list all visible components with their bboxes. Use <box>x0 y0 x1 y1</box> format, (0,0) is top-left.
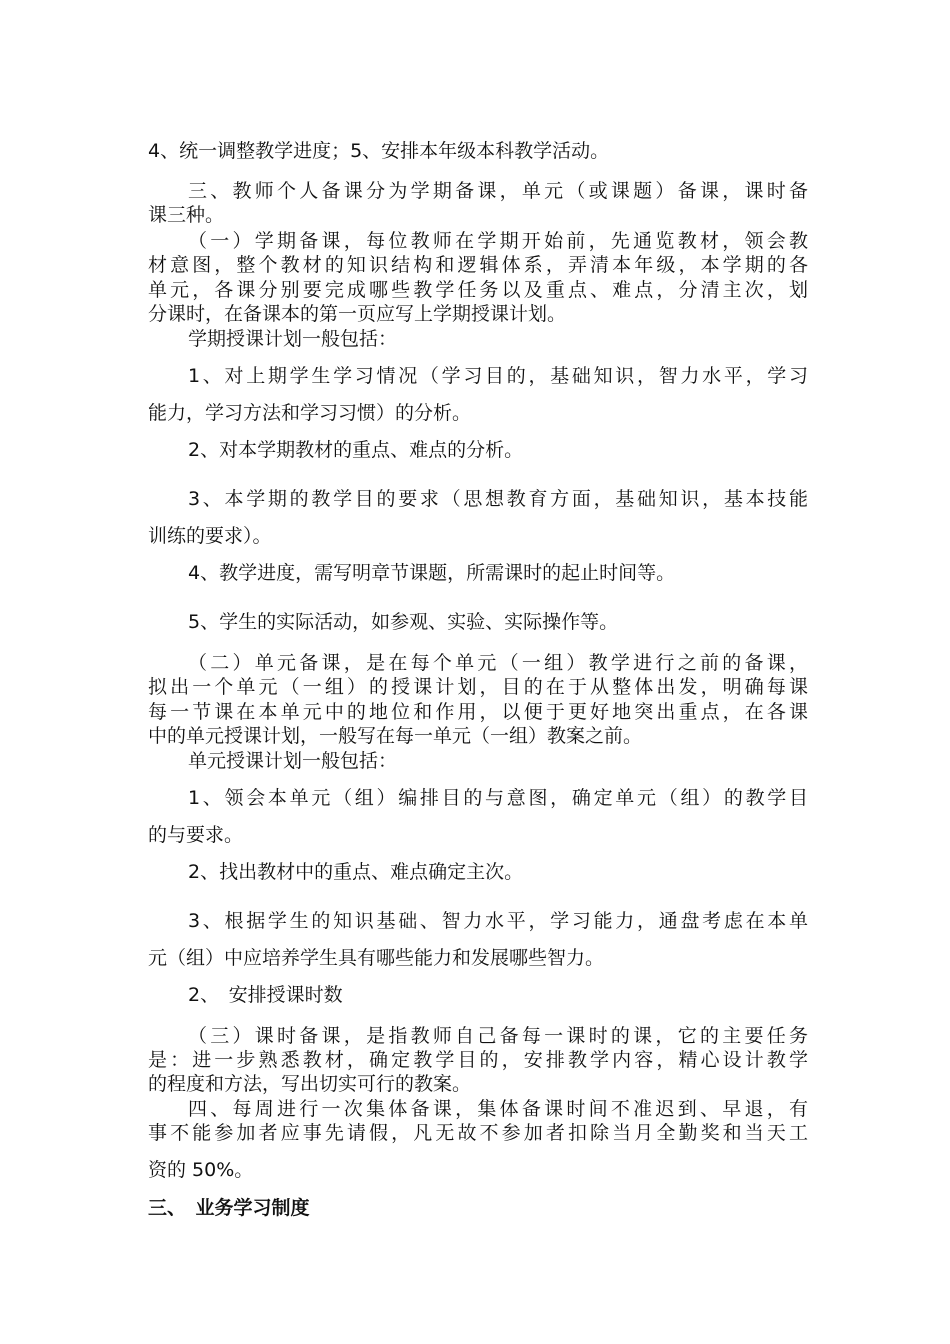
text-line: 的与要求。 <box>148 824 244 846</box>
text-line: 的程度和方法，写出切实可行的教案。 <box>148 1073 472 1095</box>
text-line: 单元授课计划一般包括： <box>188 750 398 772</box>
text-line: 学期授课计划一般包括： <box>188 328 398 350</box>
text-line: 训练的要求）。 <box>148 525 272 547</box>
text-line: 能力，学习方法和学习习惯）的分析。 <box>148 402 472 424</box>
text-line: 四、每周进行一次集体备课，集体备课时间不准迟到、早退，有 <box>188 1098 808 1120</box>
text-line: 分课时，在备课本的第一页应写上学期授课计划。 <box>148 303 567 325</box>
text-line: 中的单元授课计划，一般写在每一单元（一组）教案之前。 <box>148 725 643 747</box>
text-line: 2、 安排授课时数 <box>188 984 343 1006</box>
text-line: （三）课时备课，是指教师自己备每一课时的课，它的主要任务 <box>188 1025 808 1047</box>
text-line: 三、教师个人备课分为学期备课，单元（或课题）备课，课时备 <box>188 180 808 202</box>
text-line: 1、对上期学生学习情况（学习目的，基础知识，智力水平，学习 <box>188 365 808 387</box>
text-line: 课三种。 <box>148 204 225 226</box>
text-line: 材意图，整个教材的知识结构和逻辑体系，弄清本年级，本学期的各 <box>148 254 808 276</box>
text-line: 3、根据学生的知识基础、智力水平，学习能力，通盘考虑在本单 <box>188 910 808 932</box>
section-heading: 三、 业务学习制度 <box>148 1197 310 1219</box>
text-line: 4、统一调整教学进度；5、安排本年级本科教学活动。 <box>148 140 610 162</box>
text-line: （一）学期备课，每位教师在学期开始前，先通览教材，领会教 <box>188 230 808 252</box>
text-line: 3、本学期的教学目的要求（思想教育方面，基础知识，基本技能 <box>188 488 808 510</box>
text-line: 是：进一步熟悉教材，确定教学目的，安排教学内容，精心设计教学 <box>148 1049 808 1071</box>
text-line: （二）单元备课，是在每个单元（一组）教学进行之前的备课， <box>188 652 808 674</box>
text-line: 元（组）中应培养学生具有哪些能力和发展哪些智力。 <box>148 947 605 969</box>
text-line: 事不能参加者应事先请假，凡无故不参加者扣除当月全勤奖和当天工 <box>148 1122 808 1144</box>
text-line: 1、领会本单元（组）编排目的与意图，确定单元（组）的教学目 <box>188 787 808 809</box>
text-line: 单元，各课分别要完成哪些教学任务以及重点、难点，分清主次，划 <box>148 279 808 301</box>
text-line: 2、找出教材中的重点、难点确定主次。 <box>188 861 524 883</box>
text-line: 拟出一个单元（一组）的授课计划，目的在于从整体出发，明确每课 <box>148 676 808 698</box>
text-line: 2、对本学期教材的重点、难点的分析。 <box>188 439 524 461</box>
text-line: 4、教学进度，需写明章节课题，所需课时的起止时间等。 <box>188 562 676 584</box>
text-line: 每一节课在本单元中的地位和作用，以便于更好地突出重点，在各课 <box>148 701 808 723</box>
text-line: 资的 50%。 <box>148 1159 254 1181</box>
text-line: 5、学生的实际活动，如参观、实验、实际操作等。 <box>188 611 619 633</box>
